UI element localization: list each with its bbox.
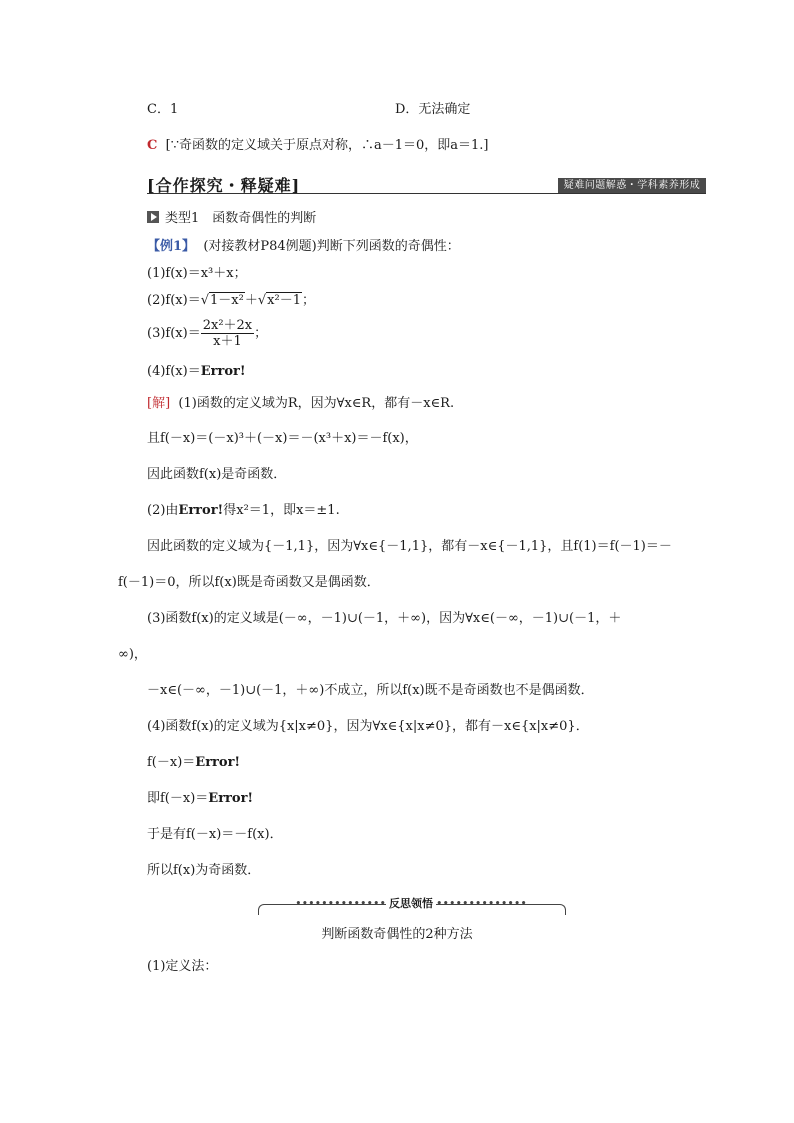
item-function: f(x)＝ — [165, 293, 201, 308]
item-prefix: (2) — [147, 293, 166, 308]
solution-p9: －x∈(－∞，－1)∪(－1，＋∞)不成立，所以f(x)既不是奇函数也不是偶函数． — [147, 683, 594, 698]
dots-decoration-icon: •••••••••••••• — [436, 897, 527, 910]
example-item-3 — [147, 318, 267, 349]
solution-p3: 因此函数f(x)是奇函数． — [147, 467, 287, 482]
example-label: 【例1】 — [147, 239, 196, 254]
radicand-2: x²－1 — [267, 293, 301, 308]
answer-letter: C — [147, 138, 158, 153]
reflection-banner-text: 反思领悟 — [386, 897, 436, 910]
answer-line — [147, 137, 489, 155]
item-end: ； — [254, 326, 268, 341]
solution-p11 — [147, 754, 240, 772]
type-heading — [147, 210, 316, 228]
fraction-numerator: 2x²＋2x — [202, 318, 253, 333]
solution-p4 — [147, 502, 340, 520]
reflection-item-1: (1)定义法： — [147, 959, 218, 974]
error-text: Error! — [178, 503, 224, 518]
solution-p6: f(－1)＝0，所以f(x)既是奇函数又是偶函数． — [118, 575, 380, 590]
item-expression: f(x)＝x³＋x； — [165, 266, 247, 281]
sqrt-sign-icon: √ — [257, 293, 267, 308]
type-heading-text: 类型1 函数奇偶性的判断 — [165, 211, 317, 226]
solution-p14: 所以f(x)为奇函数． — [147, 863, 261, 878]
sqrt-sign-icon: √ — [200, 293, 210, 308]
option-c: C．1 — [147, 102, 179, 117]
solution-text: (1)函数的定义域为R，因为∀x∈R，都有－x∈R. — [178, 396, 455, 411]
solution-p10: (4)函数f(x)的定义域为{x|x≠0}，因为∀x∈{x|x≠0}，都有－x∈{x|x≠0}． — [147, 719, 589, 734]
fraction — [201, 318, 254, 349]
item-end: ； — [301, 293, 315, 308]
example-item-4 — [147, 363, 246, 381]
error-text: Error! — [195, 755, 241, 770]
solution-p8: ∞)， — [118, 647, 147, 662]
solution-p7: (3)函数f(x)的定义域是(－∞，－1)∪(－1，＋∞)，因为∀x∈(－∞，－1)∪(－1，＋ — [147, 611, 622, 626]
solution-p2: 且f(－x)＝(－x)³＋(－x)＝－(x³＋x)＝－f(x)， — [147, 431, 418, 446]
solution-text: f(－x)＝ — [147, 755, 196, 770]
solution-text: 得x²＝1，即x＝±1. — [223, 503, 340, 518]
solution-p12 — [147, 790, 253, 808]
dots-decoration-icon: •••••••••••••• — [295, 897, 386, 910]
error-text: Error! — [200, 364, 246, 379]
error-text: Error! — [208, 791, 254, 806]
play-triangle-icon — [147, 211, 159, 223]
answer-explanation: [∵奇函数的定义域关于原点对称，∴a－1＝0，即a＝1.] — [165, 138, 489, 153]
solution-p1 — [147, 395, 454, 413]
item-function: f(x)＝ — [165, 364, 201, 379]
example-heading — [147, 238, 460, 256]
item-prefix: (1) — [147, 266, 166, 281]
solution-p5: 因此函数的定义域为{－1,1}，因为∀x∈{－1,1}，都有－x∈{－1,1}，且f(1)＝f(－1)＝－ — [147, 539, 672, 554]
section-divider — [147, 193, 706, 194]
item-prefix: (4) — [147, 364, 166, 379]
solution-text: 即f(－x)＝ — [147, 791, 209, 806]
item-function: f(x)＝ — [165, 326, 201, 341]
reflection-title: 判断函数奇偶性的2种方法 — [321, 927, 473, 942]
example-text: (对接教材P84例题)判断下列函数的奇偶性： — [203, 239, 460, 254]
fraction-denominator: x＋1 — [213, 334, 242, 349]
option-d: D．无法确定 — [395, 102, 471, 117]
example-item-1 — [147, 265, 247, 283]
item-prefix: (3) — [147, 326, 166, 341]
solution-text: (2)由 — [147, 503, 179, 518]
section-title: [合作探究・释疑难] — [147, 176, 301, 195]
solution-label: [解] — [147, 396, 171, 411]
solution-p13: 于是有f(－x)＝－f(x)． — [147, 827, 283, 842]
section-tag: 疑难问题解惑・学科素养形成 — [558, 178, 706, 193]
radicand-1: 1－x² — [210, 293, 244, 308]
reflection-banner — [268, 897, 554, 911]
example-item-2 — [147, 292, 315, 310]
plus-sign: ＋ — [244, 293, 258, 308]
